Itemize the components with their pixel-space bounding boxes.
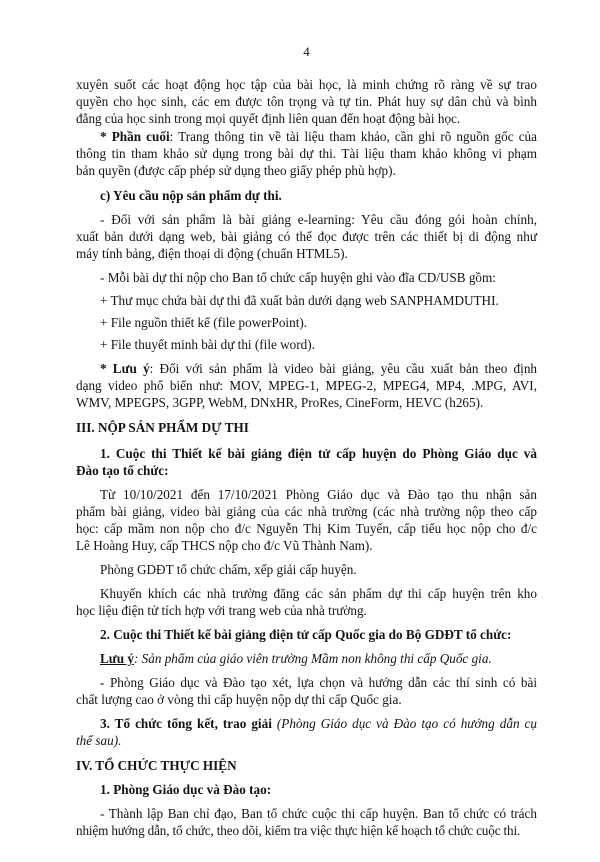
text-line: Lê Hoàng Huy, cấp THCS nộp cho đ/c Vũ Thành Nam). <box>76 538 373 553</box>
page-number: 4 <box>303 44 310 59</box>
heading-1: 1. Cuộc thi Thiết kế bài giảng điện tử cấp huyện do Phòng Giáo dục và <box>100 446 537 461</box>
note-label: * Lưu ý <box>100 361 150 376</box>
list-item: + File nguồn thiết kế (file powerPoint). <box>100 315 308 330</box>
heading-c: c) Yêu cầu nộp sản phẩm dự thi. <box>100 188 282 203</box>
heading-IV-1: 1. Phòng Giáo dục và Đào tạo: <box>100 782 272 797</box>
text-line: - Mỗi bài dự thi nộp cho Ban tổ chức cấp huyện ghi vào đĩa CD/USB gồm: <box>100 270 496 285</box>
text-line: dạng video phổ biến như: MOV, MPEG-1, MPEG-2, MPEG4, MP4, .MPG, AVI, <box>76 378 537 393</box>
heading-3: 3. Tổ chức tổng kết, trao giải (Phòng Giáo dục và Đào tạo có hướng dẫn cụ <box>100 716 537 731</box>
text-line: bản quyền (được cấp phép sử dụng theo giấy phép phù hợp). <box>76 163 396 178</box>
text-line: chất lượng cao ở vòng thi cấp huyện nộp dự thi cấp Quốc gia. <box>76 692 402 707</box>
text-line: học: cấp mầm non nộp cho đ/c Nguyễn Thị Kim Tuyến, cấp tiểu học nộp cho đ/c <box>76 521 537 536</box>
text-line: quyền cho học sinh, các em được tôn trọng và tự tin. Phát huy sự dân chủ và bình <box>76 94 537 109</box>
heading-3-cont: thể sau). <box>76 733 122 748</box>
text-line: - Đối với sản phẩm là bài giảng e-learning: Yêu cầu đóng gói hoàn chỉnh, <box>100 212 537 227</box>
note-label: Lưu ý <box>100 651 134 666</box>
text-line: WMV, MPEGPS, 3GPP, WebM, DNxHR, ProRes, CineForm, HEVC (h265). <box>76 395 484 410</box>
text-line: nhiệm hướng dẫn, tổ chức, theo dõi, kiểm tra việc thực hiện kế hoạch tổ chức cuộc thi. <box>76 823 521 838</box>
note-line: Lưu ý: Sản phẩm của giáo viên trường Mầm non không thi cấp Quốc gia. <box>100 651 492 666</box>
text-line: thông tin tham khảo sử dụng trong bài dự thi. Tài liệu tham khảo không vi phạm <box>76 146 537 161</box>
text-line: - Thành lập Ban chỉ đạo, Ban tổ chức cuộc thi cấp huyện. Ban tổ chức có trách <box>100 806 537 821</box>
text-line: máy tính bảng, điện thoại di động (chuẩn HTML5). <box>76 246 348 261</box>
text-line: Khuyến khích các nhà trường đăng các sản phẩm dự thi cấp huyện trên kho <box>100 586 537 601</box>
section-label: * Phần cuối <box>100 129 170 144</box>
text-line: học liệu điện tử tích hợp với trang web của nhà trường. <box>76 603 367 618</box>
heading-1-cont: Đào tạo tổ chức: <box>76 463 169 478</box>
text-line: - Phòng Giáo dục và Đào tạo xét, lựa chọn và hướng dẫn các thí sinh có bài <box>100 675 537 690</box>
text-line: đẳng của học sinh trong mọi quyết định liên quan đến hoạt động bài học. <box>76 111 461 126</box>
heading-2: 2. Cuộc thi Thiết kế bài giảng điện tử cấp Quốc gia do Bộ GDĐT tổ chức: <box>100 627 512 642</box>
text-line: xuyên suốt các hoạt động học tập của bài học, là minh chứng rõ ràng về sự trao <box>76 77 537 92</box>
heading-III: III. NỘP SẢN PHẨM DỰ THI <box>76 420 249 435</box>
document-page <box>76 0 537 862</box>
heading-IV: IV. TỔ CHỨC THỰC HIỆN <box>76 758 237 773</box>
text-line: Phòng GDĐT tổ chức chấm, xếp giải cấp huyện. <box>100 562 357 577</box>
list-item: + File thuyết minh bài dự thi (file word). <box>100 337 315 352</box>
text-line: xuất bản dưới dạng web, bài giảng có thể đọc được trên các thiết bị di động như <box>76 229 537 244</box>
text-line: * Phần cuối: Trang thông tin về tài liệu tham khảo, cần ghi rõ nguồn gốc của <box>100 129 538 144</box>
list-item: + Thư mục chứa bài dự thi đã xuất bản dưới dạng web SANPHAMDUTHI. <box>100 293 499 308</box>
text-line: phẩm bài giảng, video bài giảng của các nhà trường (các nhà trường nộp theo cấp <box>76 504 537 519</box>
text-line: Từ 10/10/2021 đến 17/10/2021 Phòng Giáo dục và Đào tạo thu nhận sản <box>100 487 537 502</box>
text-line: * Lưu ý: Đối với sản phẩm là video bài giảng, yêu cầu xuất bản theo định <box>100 361 538 376</box>
